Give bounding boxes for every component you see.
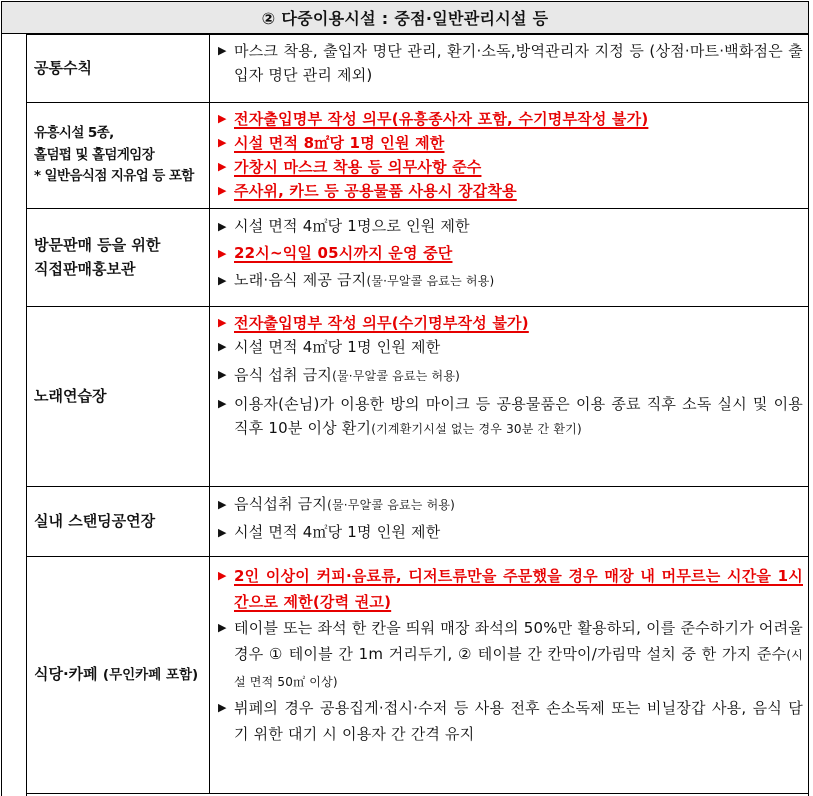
row-standing-venue	[27, 486, 809, 556]
list-item: ▶ 시설 면적 4㎡당 1명 인원 제한	[218, 519, 803, 546]
items-standing-venue	[210, 487, 809, 556]
triangle-bullet-icon: ▶	[218, 316, 227, 329]
category-restaurant-cafe	[27, 557, 210, 793]
triangle-bullet-icon: ▶	[218, 340, 227, 353]
triangle-bullet-icon: ▶	[218, 44, 227, 57]
list-item: ▶ 시설 면적 4㎡당 1명 인원 제한	[218, 335, 803, 359]
section-title: ② 다중이용시설 : 중점·일반관리시설 등	[1, 1, 809, 34]
triangle-bullet-icon: ▶	[218, 701, 227, 714]
category-line: 유흥시설 5종,	[34, 125, 114, 142]
list-item: ▶ 노래·음식 제공 금지(물·무알콜 음료는 허용)	[218, 267, 803, 295]
row-karaoke	[27, 306, 809, 486]
items-direct-sales	[210, 209, 809, 306]
row-direct-sales	[27, 208, 809, 306]
list-item: ▶ 주사위, 카드 등 공용물품 사용시 장갑착용	[218, 179, 803, 203]
triangle-bullet-icon: ▶	[218, 274, 227, 287]
category-entertainment	[27, 103, 210, 208]
items-common	[210, 35, 809, 102]
category-line: 홀덤펍 및 홀덤게임장	[34, 146, 155, 163]
triangle-bullet-icon: ▶	[218, 136, 227, 149]
list-item: ▶ 뷔페의 경우 공용집게·접시·수저 등 사용 전후 손소독제 또는 비닐장갑 사용, 음식 담기 위한 대기 시 이용자 간 간격 유지	[218, 695, 803, 747]
category-line: 방문판매 등을 위한	[34, 236, 161, 255]
category-karaoke: 노래연습장	[27, 307, 210, 486]
category-sub: (무인카페 포함)	[102, 667, 199, 684]
list-item: ▶ 전자출입명부 작성 의무(수기명부작성 불가)	[218, 311, 803, 335]
triangle-bullet-icon: ▶	[218, 368, 227, 381]
category-main: 식당·카페	[34, 665, 98, 684]
triangle-bullet-icon: ▶	[218, 220, 227, 233]
category-standing-venue: 실내 스탠딩공연장	[27, 487, 210, 556]
list-item: ▶ 시설 면적 4㎡당 1명으로 인원 제한	[218, 213, 803, 240]
triangle-bullet-icon: ▶	[218, 184, 227, 197]
list-item: ▶ 2인 이상이 커피·음료류, 디저트류만을 주문했을 경우 매장 내 머무르는 시간을 1시간으로 제한(강력 권고)	[218, 563, 803, 615]
triangle-bullet-icon: ▶	[218, 569, 227, 582]
list-item: ▶ 마스크 착용, 출입자 명단 관리, 환기·소독,방역관리자 지정 등 (상점·마트·백화점은 출입자 명단 관리 제외)	[218, 39, 803, 87]
list-item: ▶ 가창시 마스크 착용 등 의무사항 준수	[218, 155, 803, 179]
list-item: ▶ 음식 섭취 금지(물·무알콜 음료는 허용)	[218, 363, 803, 388]
list-item: ▶ 이용자(손님)가 이용한 방의 마이크 등 공용물품은 이용 종료 직후 소독 실시 및 이용 직후 10분 이상 환기(기계환기시설 없는 경우 30분 간 환기)	[218, 392, 803, 441]
items-entertainment	[210, 103, 809, 208]
triangle-bullet-icon: ▶	[218, 112, 227, 125]
triangle-bullet-icon: ▶	[218, 498, 227, 511]
category-direct-sales	[27, 209, 210, 306]
left-margin-column	[1, 34, 27, 796]
triangle-bullet-icon: ▶	[218, 397, 227, 410]
row-common	[27, 34, 809, 102]
triangle-bullet-icon: ▶	[218, 621, 227, 634]
category-common: 공통수칙	[27, 35, 210, 102]
category-line: 직접판매홍보관	[34, 259, 136, 278]
row-entertainment	[27, 102, 809, 208]
items-restaurant-cafe	[210, 557, 809, 793]
list-item: ▶ 음식섭취 금지(물·무알콜 음료는 허용)	[218, 491, 803, 519]
category-note: * 일반음식점 지유업 등 포함	[34, 168, 194, 185]
list-item: ▶ 전자출입명부 작성 의무(유흥종사자 포함, 수기명부작성 불가)	[218, 107, 803, 131]
list-item: ▶ 테이블 또는 좌석 한 칸을 띄워 매장 좌석의 50%만 활용하되, 이를 준수하기가 어려울 경우 ① 테이블 간 1m 거리두기, ② 테이블 간 칸막이/가림막 설치 중 한 가지 준수(시설 면적 50㎡ 이상)	[218, 615, 803, 695]
triangle-bullet-icon: ▶	[218, 160, 227, 173]
triangle-bullet-icon: ▶	[218, 247, 227, 260]
list-item: ▶ 시설 면적 8㎡당 1명 인원 제한	[218, 131, 803, 155]
items-karaoke	[210, 307, 809, 486]
list-item: ▶ 22시~익일 05시까지 운영 중단	[218, 240, 803, 267]
triangle-bullet-icon: ▶	[218, 526, 227, 539]
row-restaurant-cafe	[27, 556, 809, 794]
